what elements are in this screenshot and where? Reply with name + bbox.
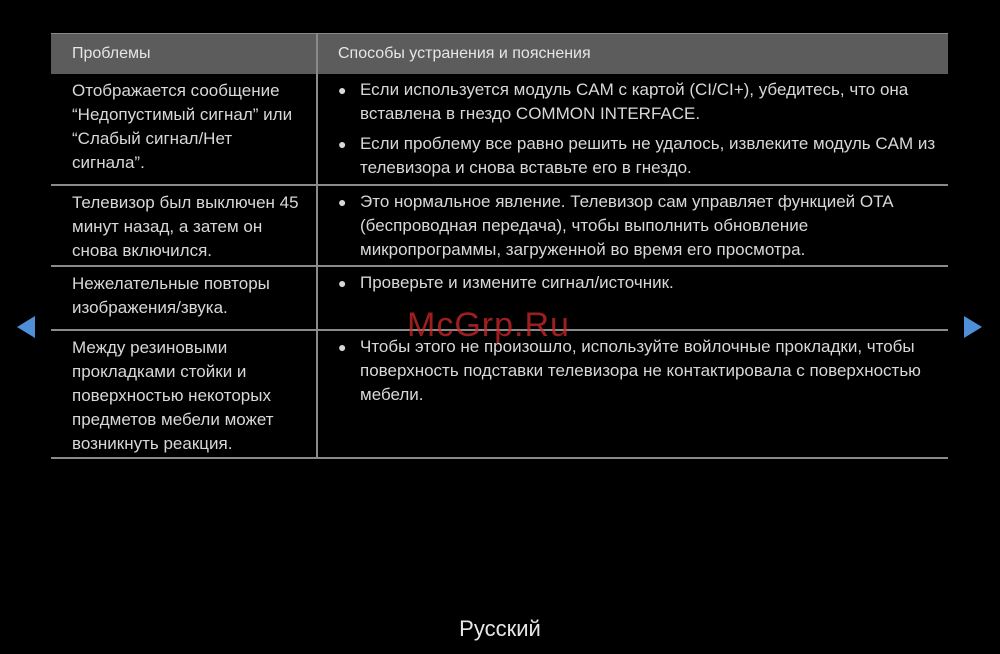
watermark: McGrp.Ru (407, 306, 570, 344)
next-page-arrow-icon[interactable] (964, 316, 982, 338)
solution-cell (318, 331, 948, 457)
bullet-icon: ● (338, 194, 347, 210)
problem-cell: Телевизор был выключен 45 минут назад, а затем он снова включился. (51, 186, 318, 265)
solution-bullet (338, 78, 940, 126)
solution-bullet (338, 132, 940, 180)
problem-cell: Отображается сообщение “Недопустимый сигнал” или “Слабый сигнал/Нет сигнала”. (51, 74, 318, 184)
problem-cell: Нежелательные повторы изображения/звука. (51, 267, 318, 329)
bullet-icon: ● (338, 82, 347, 98)
bullet-text: Чтобы этого не произошло, используйте войлочные прокладки, чтобы поверхность подставки телевизора не контактировала с поверхностью мебели. (360, 337, 921, 404)
table-row (51, 186, 948, 267)
bullet-text: Если используется модуль CAM с картой (CI/CI+), убедитесь, что она вставлена в гнездо COMMON INTERFACE. (360, 80, 909, 123)
solution-bullet (338, 271, 940, 295)
solution-bullet (338, 335, 940, 407)
table-row (51, 331, 948, 459)
bullet-text: Если проблему все равно решить не удалось, извлеките модуль CAM из телевизора и снова вставьте его в гнездо. (360, 134, 936, 177)
solution-cell (318, 186, 948, 265)
prev-page-arrow-icon[interactable] (17, 316, 35, 338)
troubleshooting-table (51, 33, 948, 459)
bullet-icon: ● (338, 136, 347, 152)
bullet-icon: ● (338, 339, 347, 355)
bullet-text: Проверьте и измените сигнал/источник. (360, 273, 674, 292)
solution-cell (318, 74, 948, 184)
solution-bullet (338, 190, 940, 262)
table-row (51, 74, 948, 186)
header-solutions: Способы устранения и пояснения (338, 45, 591, 62)
language-label: Русский (459, 616, 541, 641)
bullet-icon: ● (338, 275, 347, 291)
table-header (51, 33, 948, 74)
header-problems: Проблемы (51, 34, 318, 74)
bullet-text: Это нормальное явление. Телевизор сам управляет функцией OTA (беспроводная передача), чтобы выполнить обновление микропрограммы, загруженной во время его просмотра. (360, 192, 893, 259)
problem-cell: Между резиновыми прокладками стойки и поверхностью некоторых предметов мебели может возникнуть реакция. (51, 331, 318, 457)
